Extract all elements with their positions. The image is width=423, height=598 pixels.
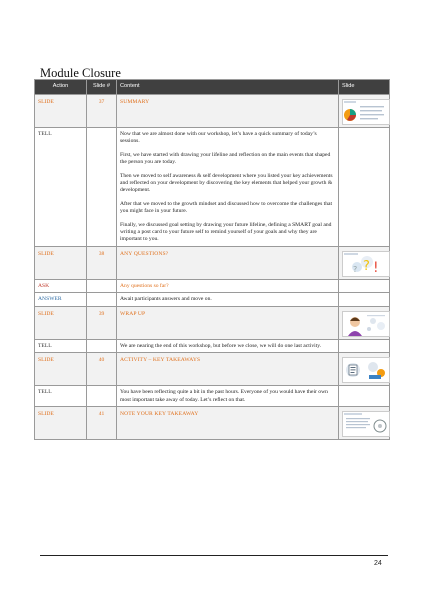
slide-preview-cell [339, 279, 390, 292]
content-paragraph: Finally, we discussed goal setting by drawing your future lifeline, defining a SMART goal and writing a post card to your future self to remind yourself of your goals and why they are important to you. [120, 221, 332, 243]
table-header-row [35, 80, 390, 95]
slide-preview-cell [339, 353, 390, 386]
content-text: You have been reflecting quite a bit in the past hours. Everyone of you would have their own most important take away of today. Let’s reflect on that. [117, 386, 339, 407]
action-label: SLIDE [35, 95, 87, 128]
column-header-content: Content [117, 80, 339, 95]
footer-rule [40, 555, 388, 556]
wrap-up-thumbnail [342, 311, 390, 337]
content-paragraph: First, we have started with drawing your lifeline and reflection on the main events that shaped the person you are today. [120, 151, 331, 166]
slide-title: NOTE YOUR KEY TAKEAWAY [117, 406, 339, 439]
summary-thumbnail [342, 99, 390, 125]
slide-preview-cell [339, 128, 390, 247]
column-header-slide: Slide [339, 80, 390, 95]
table-row [35, 293, 390, 306]
action-label: TELL [35, 128, 87, 247]
table-row [35, 306, 390, 339]
slide-preview-cell [339, 306, 390, 339]
slide-number: 40 [87, 353, 117, 386]
table-row [35, 339, 390, 352]
facilitation-table [34, 79, 390, 440]
content-paragraph: Then we moved to self awareness & self development where you listed your key achievements and reflected on your development by discovering the key elements that helped your growth & development. [120, 172, 333, 194]
content-paragraph: After that we moved to the growth mindset and discussed how to overcome the challenges that you might face in your future. [120, 200, 333, 215]
table-row [35, 386, 390, 407]
action-label: ANSWER [35, 293, 87, 306]
slide-number [87, 293, 117, 306]
table-row [35, 353, 390, 386]
takeaway-thumbnail [342, 411, 390, 437]
column-header-action: Action [35, 80, 87, 95]
slide-number [87, 386, 117, 407]
action-label: SLIDE [35, 406, 87, 439]
slide-number: 38 [87, 246, 117, 279]
action-label: TELL [35, 339, 87, 352]
table-row [35, 95, 390, 128]
content-text: Await participants answers and move on. [117, 293, 339, 306]
slide-preview-cell [339, 95, 390, 128]
table-row [35, 279, 390, 292]
slide-number: 39 [87, 306, 117, 339]
action-label: TELL [35, 386, 87, 407]
content-text: Any questions so far? [117, 279, 339, 292]
slide-title: SUMMARY [117, 95, 339, 128]
svg-text:?: ? [353, 264, 358, 274]
slide-preview-cell [339, 293, 390, 306]
action-label: ASK [35, 279, 87, 292]
slide-title: WRAP UP [117, 306, 339, 339]
action-label: SLIDE [35, 246, 87, 279]
table-row [35, 246, 390, 279]
slide-preview-cell [339, 386, 390, 407]
page-number: 24 [374, 560, 382, 567]
table-row [35, 406, 390, 439]
svg-text:?: ? [363, 258, 370, 274]
slide-preview-cell [339, 339, 390, 352]
column-header-slide-number: Slide # [87, 80, 117, 95]
content-text [117, 128, 339, 247]
slide-number [87, 339, 117, 352]
action-label: SLIDE [35, 353, 87, 386]
slide-number [87, 128, 117, 247]
svg-text:!: ! [373, 259, 379, 276]
section-heading: Module Closure [40, 66, 121, 80]
slide-number [87, 279, 117, 292]
slide-preview-cell [339, 246, 390, 279]
slide-number: 37 [87, 95, 117, 128]
slide-preview-cell [339, 406, 390, 439]
content-text: We are nearing the end of this workshop, but before we close, we will do one last activity. [117, 339, 339, 352]
content-paragraph: Now that we are almost done with our workshop, let’s have a quick summary of today’s sessions. [120, 131, 317, 145]
activity-thumbnail [342, 357, 390, 383]
slide-title: ANY QUESTIONS? [117, 246, 339, 279]
slide-number: 41 [87, 406, 117, 439]
slide-title: ACTIVITY – KEY TAKEAWAYS [117, 353, 339, 386]
action-label: SLIDE [35, 306, 87, 339]
questions-thumbnail [342, 251, 390, 277]
table-row [35, 128, 390, 247]
